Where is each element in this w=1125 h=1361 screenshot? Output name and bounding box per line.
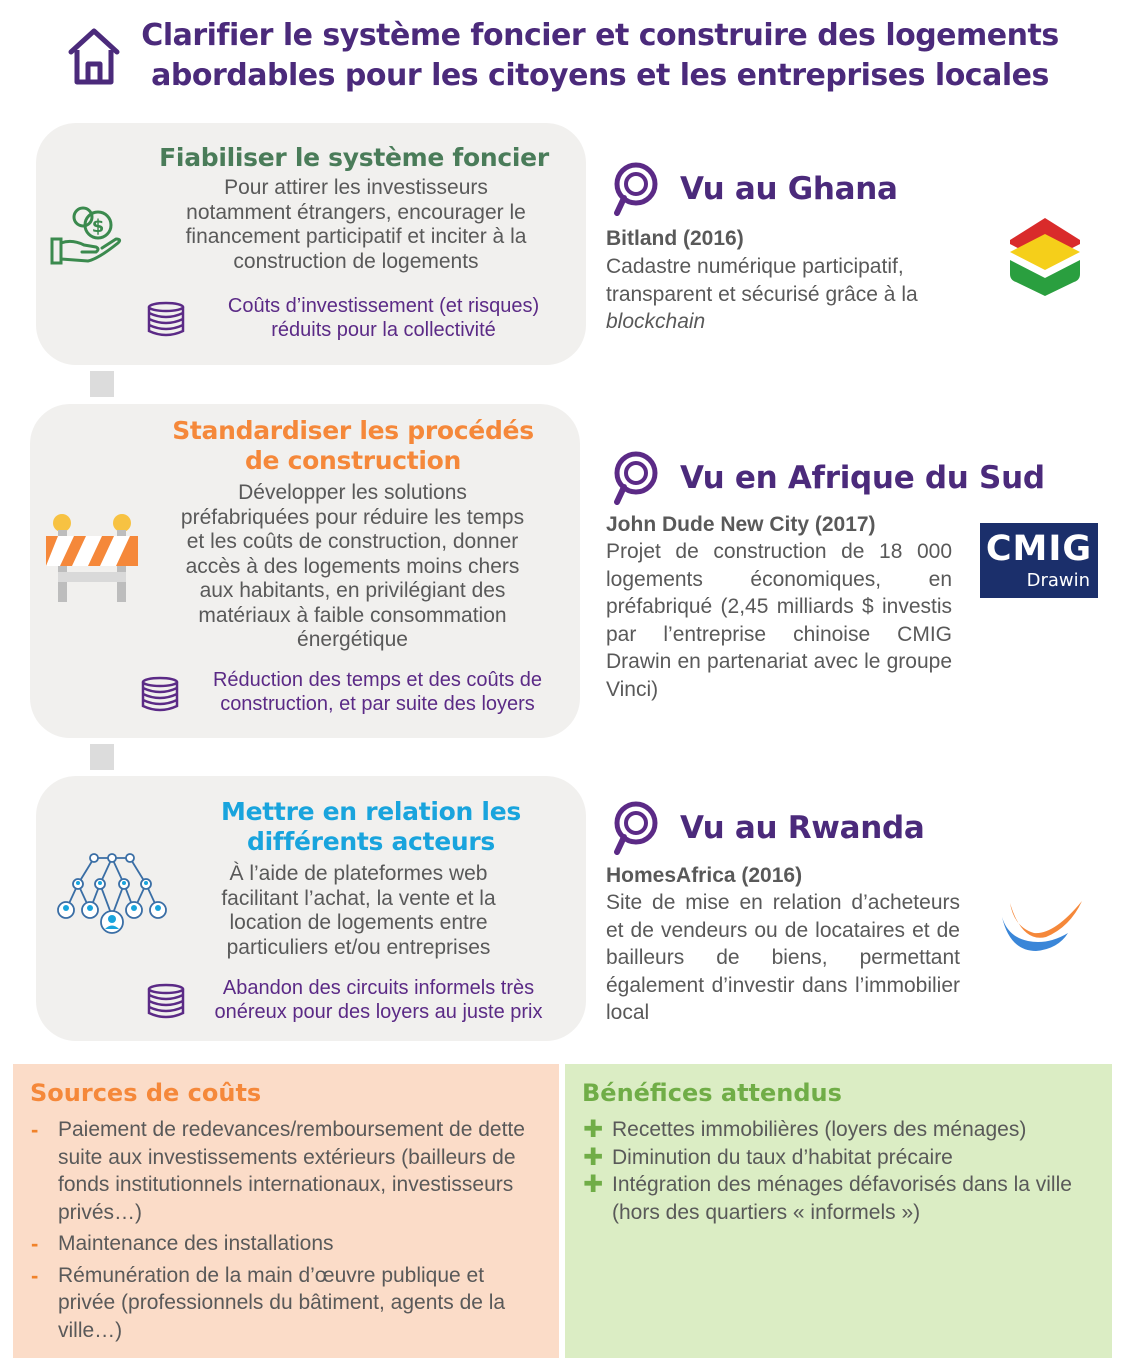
page-title: Clarifier le système foncier et construire des logements abordables pour les citoyens et les entreprises locales [141,18,1059,93]
costs-title: Sources de coûts [30,1079,262,1107]
example-description: Cadastre numérique participatif, transparent et sécurisé grâce à la blockchain [606,255,918,333]
coins-icon [146,301,186,337]
roadblock-icon [44,512,140,604]
list-item: ✚ Diminution du taux d’habitat précaire [583,1143,953,1171]
example-title: Vu au Ghana [680,171,898,207]
connector [90,371,114,397]
list-item: - Maintenance des installations [31,1231,334,1256]
benefits-panel [565,1064,1112,1358]
cmig-logo: CMIG Drawin [980,523,1098,598]
example-description: Site de mise en relation d’acheteurs et de vendeurs ou de locataires et de bailleurs de biens, permettant également d’investir dans l’immobilier local [606,891,960,1024]
card-title: Mettre en relation les différents acteurs [221,797,521,856]
list-item: - Rémunération de la main d’œuvre publique et privée (professionnels du bâtiment, agents de la ville…) [31,1262,506,1342]
example-description: Projet de construction de 18 000 logements économiques, en préfabriqué (2,45 milliards $ investis par l’entreprise chinoise CMIG Drawin en partenariat avec le groupe Vinci) [606,540,952,701]
magnifier-icon [612,801,658,855]
network-people-icon [56,850,168,936]
magnifier-icon [612,451,658,505]
example-title: Vu en Afrique du Sud [680,460,1045,496]
connector [90,744,114,770]
costs-list [13,1116,533,1348]
example-name: Bitland (2016) [606,227,744,250]
bitland-logo [1004,214,1086,300]
card-description: À l’aide de plateformes web facilitant l’achat, la vente et la location de logements entre particuliers et/ou entreprises [221,862,496,959]
house-icon [66,26,122,86]
card-benefit: Abandon des circuits informels très onéreux pour des loyers au juste prix [214,977,543,1023]
benefits-list [565,1116,1085,1226]
example-name: HomesAfrica (2016) [606,864,803,887]
card-fiabiliser [36,123,586,365]
card-mettre-en-relation [36,776,586,1041]
coins-icon [140,676,180,712]
coins-icon [146,983,186,1019]
benefits-title: Bénéfices attendus [582,1079,842,1107]
card-title: Standardiser les procédés de construction [172,416,534,475]
card-standardiser [30,404,580,738]
example-title: Vu au Rwanda [680,810,925,846]
magnifier-icon [612,162,658,216]
list-item: ✚ Recettes immobilières (loyers des ménages) [583,1116,1027,1143]
costs-panel [13,1064,559,1358]
example-name: John Dude New City (2017) [606,513,876,536]
svg-text:$: $ [91,216,105,237]
list-item: ✚ Intégration des ménages défavorisés dans la ville (hors des quartiers « informels ») [583,1171,1072,1224]
card-benefit: Coûts d’investissement (et risques) réduits pour la collectivité [227,295,540,341]
list-item: - Paiement de redevances/remboursement de dette suite aux investissements extérieurs (bailleurs de fonds institutionnels internationaux, investisseurs privés…) [31,1117,525,1224]
card-title: Fiabiliser le système foncier [159,143,549,172]
homesafrica-logo [998,893,1088,953]
card-benefit: Réduction des temps et des coûts de construction, et par suite des loyers [212,669,543,715]
hand-money-icon [50,203,124,267]
card-description: Développer les solutions préfabriquées pour réduire les temps et les coûts de construction, donner accès à des logements moins chers aux habitants, en privilégiant des matériaux à faible consommation énergétique [180,481,525,651]
card-description: Pour attirer les investisseurs notamment étrangers, encourager le financement participatif et inciter à la construction de logements [185,176,527,273]
